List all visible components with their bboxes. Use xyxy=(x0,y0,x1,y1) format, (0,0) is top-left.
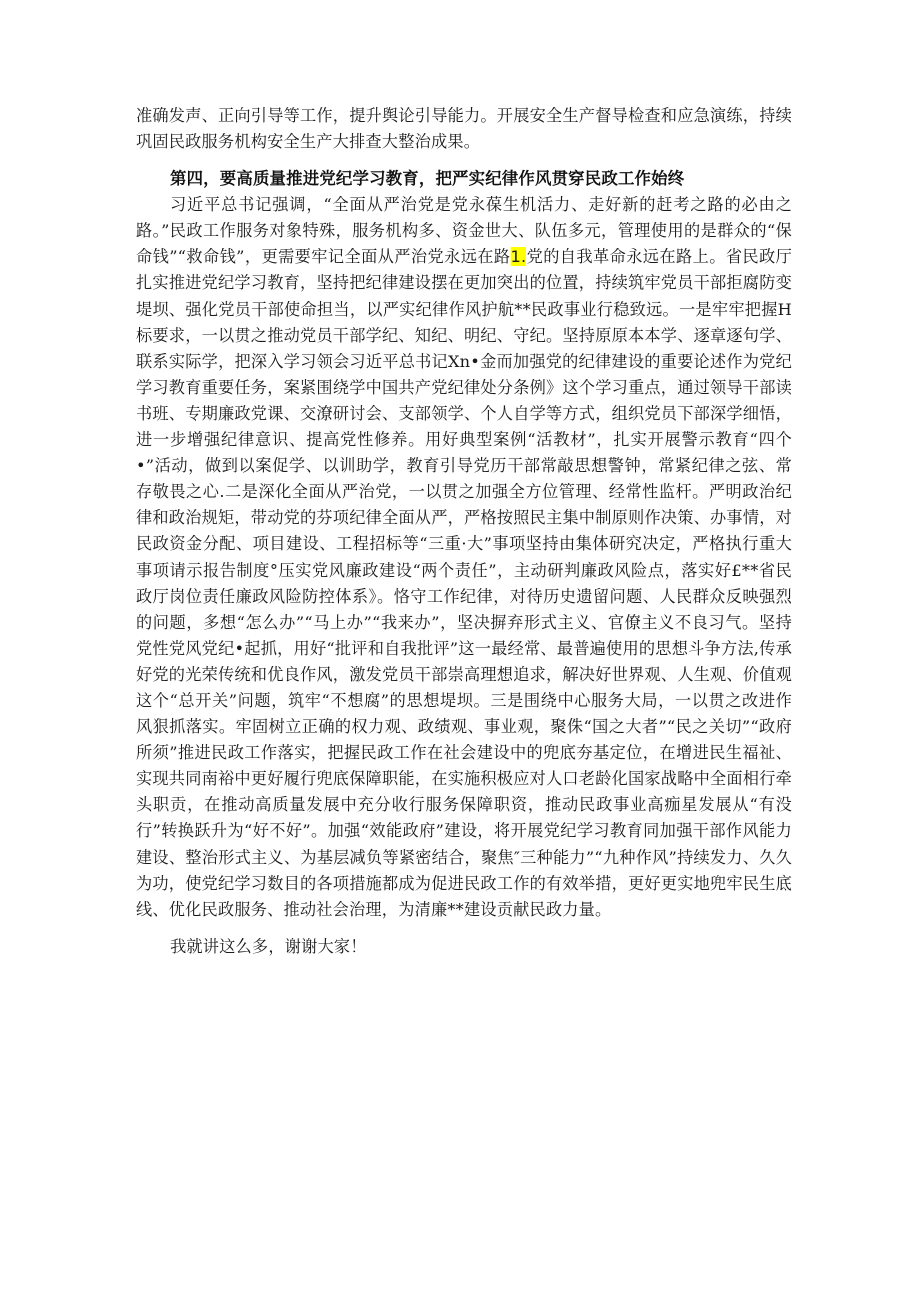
section-heading: 第四，要高质量推进党纪学习教育，把严实纪律作风贯穿民政工作始终 xyxy=(170,169,685,189)
intro-paragraph: 准确发声、正向引导等工作，提升舆论引导能力。开展安全生产督导检查和应急演练，持续巩固民政服务机构安全生产大排查大整治成果。 xyxy=(136,106,792,152)
body-text-part2: 党的自我革命永远在路上。省民政厅扎实推进党纪学习教育，坚持把纪律建设摆在更加突出的位置，持续筑牢党员干部拒腐防变堤坝、强化党员干部使命担当，以严实纪律作风护航**民政事业行稳致远。一是牢牢把握H标要求，一以贯之推动党员干部学纪、知纪、明纪、守纪。坚持原原本本学、逐章逐句学、联系实际学，把深入学习领会习近平总书记Xn•金而加强党的纪律建设的重要论述作为党纪学习教育重要任务，案紧围绕学中国共产党纪律处分条例》这个学习重点，通过领导干部读书班、专期廉政党课、交潦研讨会、支部领学、个人自学等方式，组织党员下部深学细悟，进一步增强纪律意识、提高党性修养。用好典型案例“活教材”，扎实开展警示教育“四个•”活动，做到以案促学、以训助学，教育引导党历干部常敲思想警钟，常紧纪律之弦、常存敬畏之心.二是深化全面从严治党，一以贯之加强全方位管理、经常性监杆。严明政治纪律和政治规矩，带动党的芬项纪律全面从严，严格按照民主集中制原则作决策、办事情，对民政资金分配、项目建设、工程招标等“三重·大”事项坚持由集体研究决定，严格执行重大事项请示报告制度°压实党风廉政建设“两个责任”，主动研判廉政风险点，落实好£**省民政厅岗位责任廉政风险防控体系》。恪守工作纪律，对待历史遗留问题、人民群众反映强烈的问题，多想“怎么办”“马上办”“我来办”，坚决摒弃形式主义、官僚主义不良习气。坚持党性党风党纪•起抓，用好“批评和自我批评”这一最经常、最普遍使用的思想斗争方法,传承好党的光荣传统和优良作风，激发党员干部崇高理想追求，解决好世界观、人生观、价值观这个“总开关”问题，筑牢“不想腐”的思想堤坝。三是围绕中心服务大局，一以贯之改进作风狠抓落实。牢固树立正确的权力观、政绩观、事业观，聚侏“国之大者”“民之关切”“政府所须”推进民政工作落实，把握民政工作在社会建设中的兜底夯基定位，在增进民生福祉、实现共同南裕中更好履行兜底保障职能，在实施积极应对人口老龄化国家战略中全面相行牵头职贡，在推动高质量发展中充分收行服务保障职资，推动民政事业高痂星发展从“有没行”转换跃升为“好不好”。加强“效能政府”建设，将开展党纪学习教育同加强干部作风能力建设、整治形式主义、为基层减负等紧密结合，聚焦″三种能力”“九种作风”持续发力、久久为功，使党纪学习数目的各项措施都成为促进民政工作的有效举措，更好更实地兜牢民生底线、优化民政服务、推动社会治理，为清廉**建设贡献民政力量。 xyxy=(136,247,793,919)
closing-remark: 我就讲这么多，谢谢大家！ xyxy=(170,936,367,956)
body-text-part1: 习近平总书记强调，“全面从严治党是党永葆生机活力、走好新的赶考之路的必由之路。”民政工作服务对象特殊，服务机构多、资金世大、队伍多元，管理使用的是群众的“保命钱”“救命钱”，更需要牢记全面从严治党永远在路 xyxy=(136,195,792,267)
document-body xyxy=(136,103,792,960)
highlighted-text: 1. xyxy=(510,247,527,267)
body-paragraph xyxy=(136,192,792,923)
